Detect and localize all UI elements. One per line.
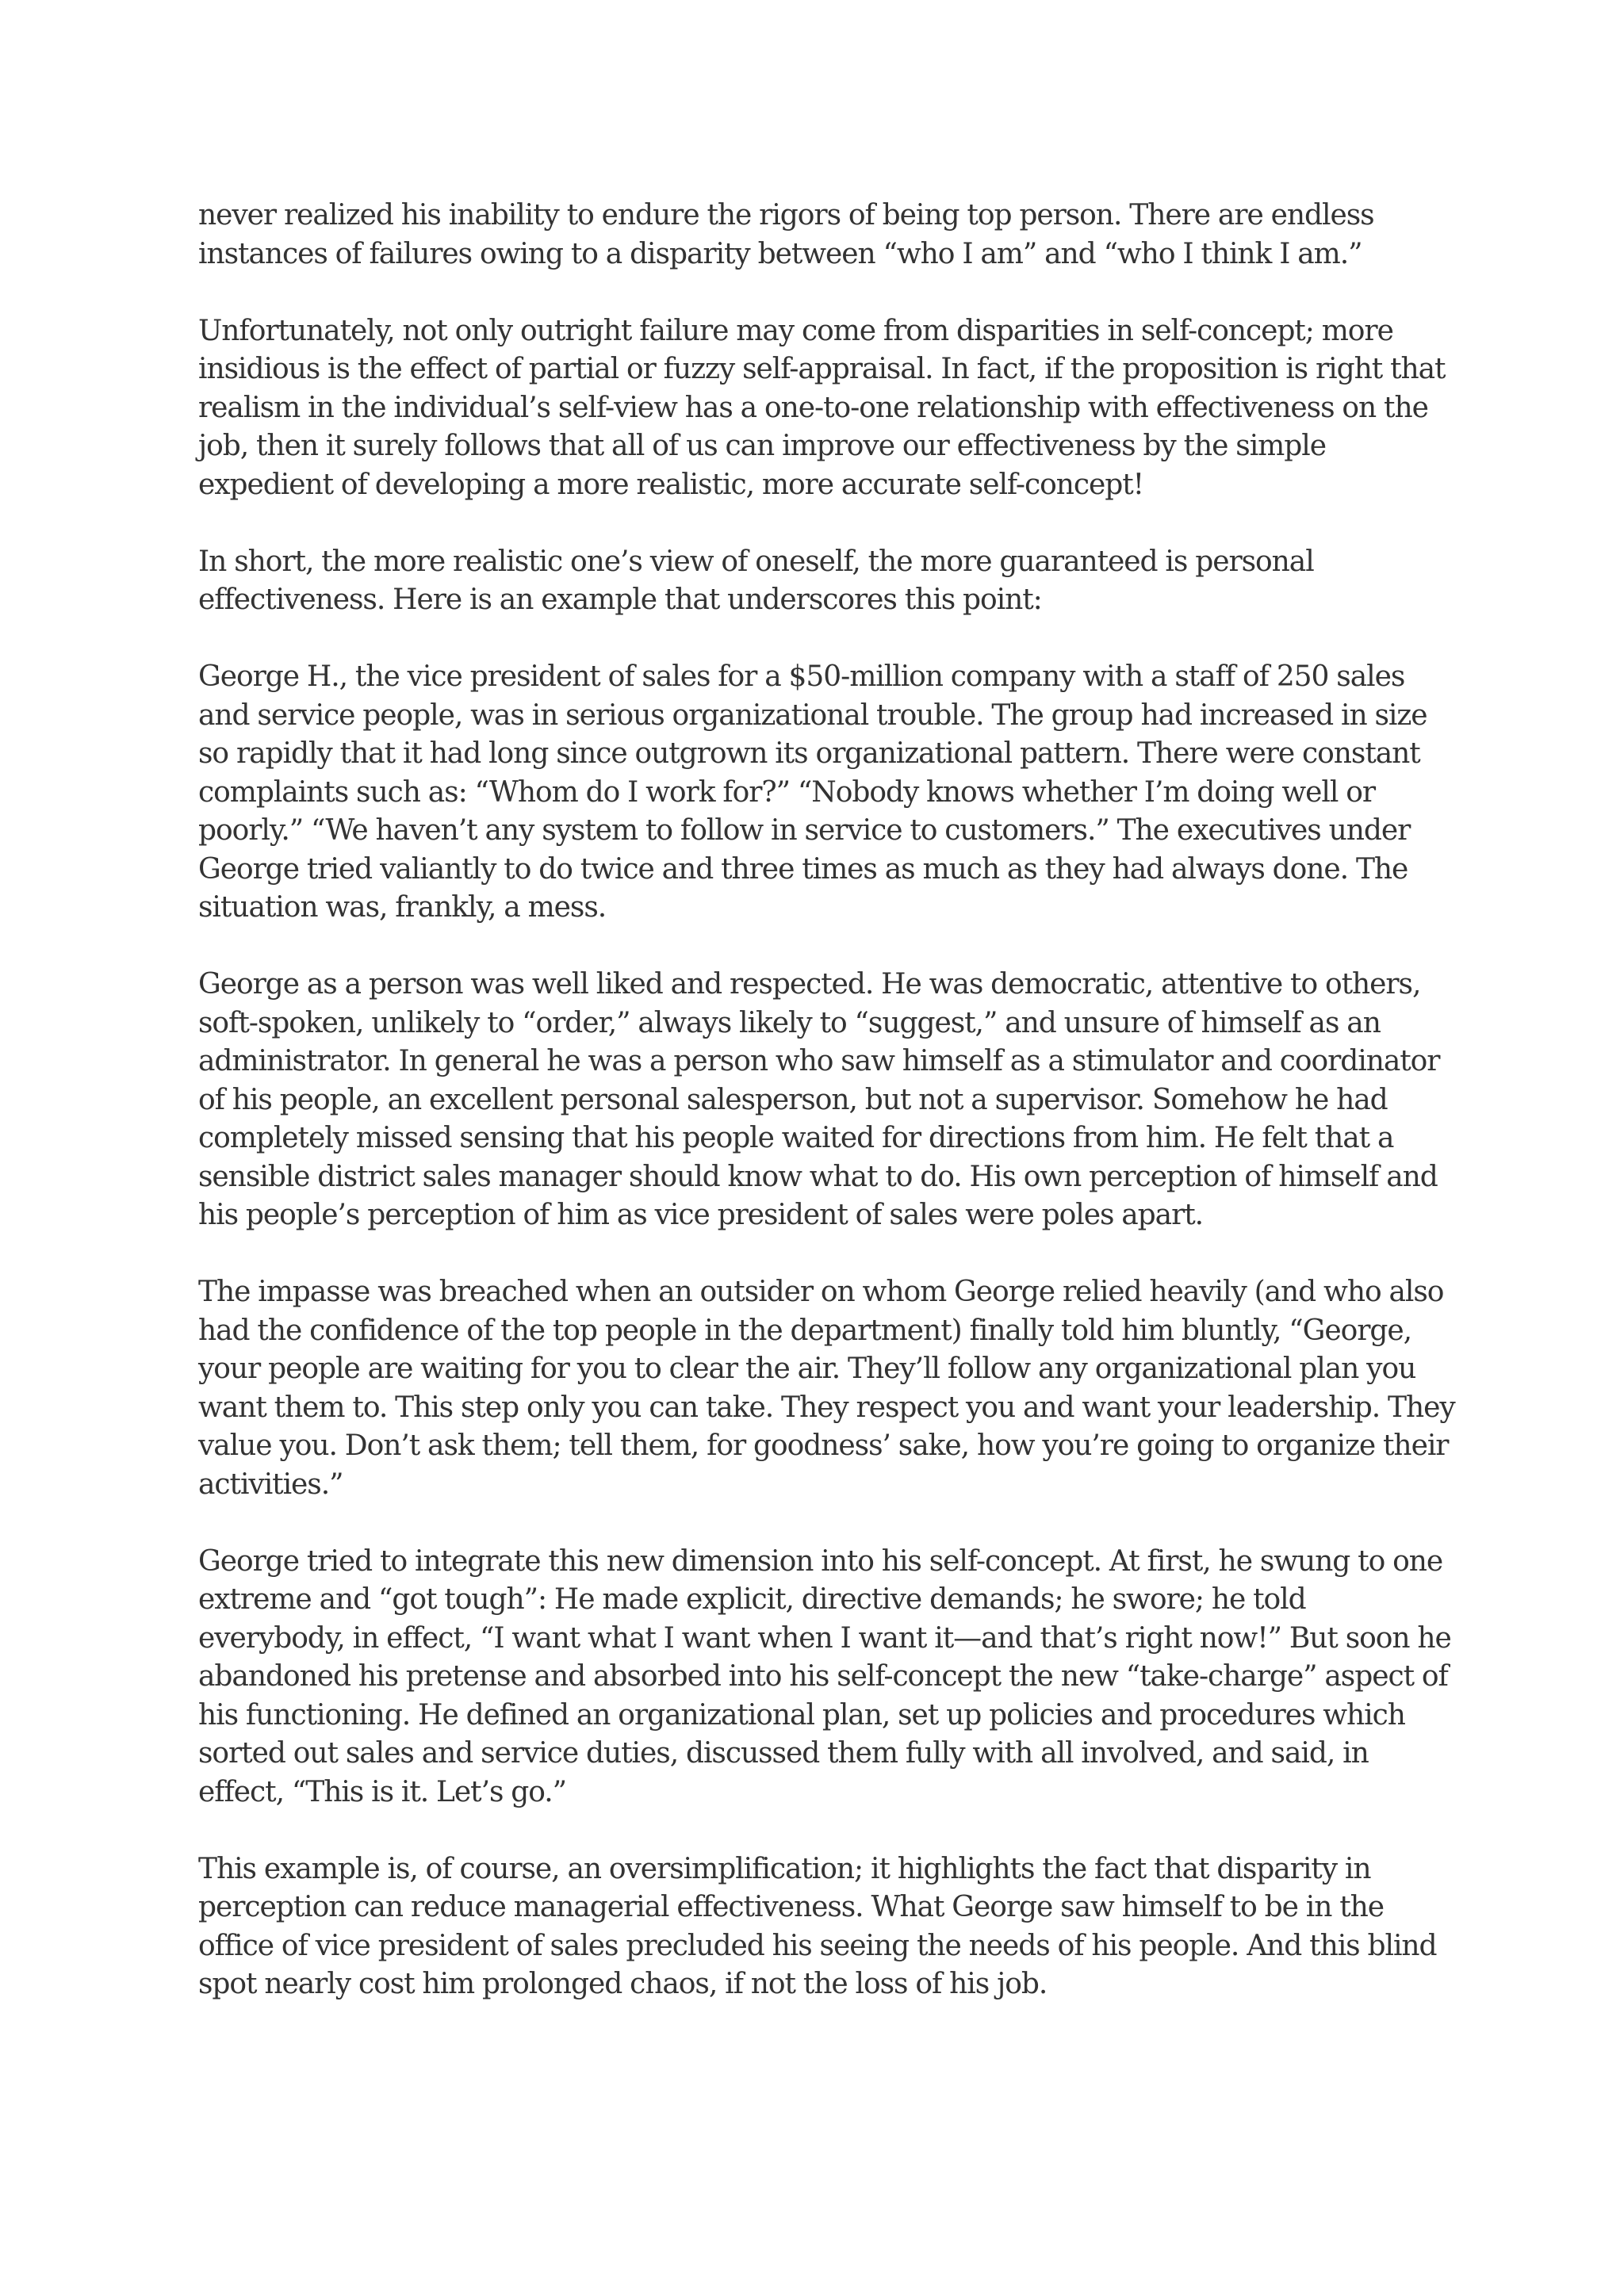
- paragraph-8: This example is, of course, an oversimplification; it highlights the fact that disparity in perception can reduce managerial effectiveness. What George saw himself to be in the office of vice president of sales precluded his seeing the needs of his people. And this blind spot nearly cost him prolonged chaos, if not the loss of his job.: [198, 1852, 1437, 2000]
- paragraph-2: Unfortunately, not only outright failure may come from disparities in self-concept; more insidious is the effect of partial or fuzzy self-appraisal. In fact, if the proposition is right that realism in the individual’s self-view has a one-to-one relationship with effectiveness on the job, then it surely follows that all of us can improve our effectiveness by the simple expedient of developing a more realistic, more accurate self-concept!: [198, 314, 1446, 501]
- paragraph-5: George as a person was well liked and respected. He was democratic, attentive to others, soft-spoken, unlikely to “order,” always likely to “suggest,” and unsure of himself as an administrator. In general he was a person who saw himself as a stimulator and coordinator of his people, an excellent personal salesperson, but not a supervisor. Somehow he had completely missed sensing that his people waited for directions from him. He felt that a sensible district sales manager should know what to do. His own perception of himself and his people’s perception of him as vice president of sales were poles apart.: [198, 968, 1440, 1231]
- paragraph-7: George tried to integrate this new dimension into his self-concept. At first, he swung to one extreme and “got tough”: He made explicit, directive demands; he swore; he told everybody, in effect, “I want what I want when I want it—and that’s right now!” But soon he abandoned his pretense and absorbed into his self-concept the new “take-charge” aspect of his functioning. He defined an organizational plan, set up policies and procedures which sorted out sales and service duties, discussed them fully with all involved, and said, in effect, “This is it. Let’s go.”: [198, 1544, 1451, 1808]
- paragraph-4: George H., the vice president of sales for a $50-million company with a staff of 250 sales and service people, was in serious organizational trouble. The group had increased in size so rapidly that it had long since outgrown its organizational pattern. There were constant complaints such as: “Whom do I work for?” “Nobody knows whether I’m doing well or poorly.” “We haven’t any system to follow in service to customers.” The executives under George tried valiantly to do twice and three times as much as they had always done. The situation was, frankly, a mess.: [198, 660, 1427, 924]
- paragraph-3: In short, the more realistic one’s view of oneself, the more guaranteed is personal effectiveness. Here is an example that underscores this point:: [198, 545, 1314, 616]
- body-text: [198, 197, 1459, 2042]
- paragraph-6: The impasse was breached when an outsider on whom George relied heavily (and who also had the confidence of the top people in the department) finally told him bluntly, “George, your people are waiting for you to clear the air. They’ll follow any organizational plan you want them to. This step only you can take. They respect you and want your leadership. They value you. Don’t ask them; tell them, for goodness’ sake, how you’re going to organize their activities.”: [198, 1276, 1455, 1501]
- paragraph-1: never realized his inability to endure the rigors of being top person. There are endless instances of failures owing to a disparity between “who I am” and “who I think I am.”: [198, 199, 1374, 270]
